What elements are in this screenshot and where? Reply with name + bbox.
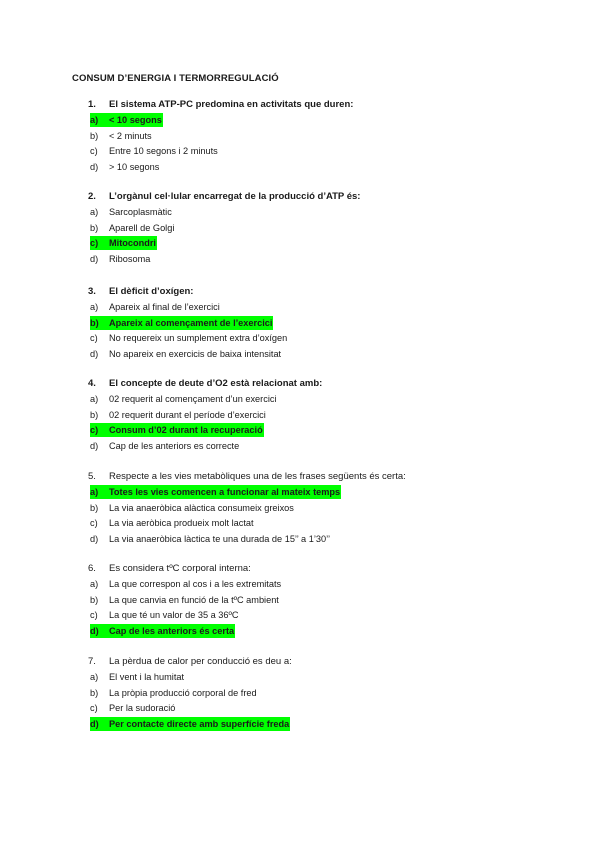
option-text: Per contacte directe amb superfície freda bbox=[109, 718, 290, 729]
question-6 bbox=[88, 563, 251, 574]
question-text: El concepte de deute d’O2 està relacionat amb: bbox=[109, 378, 323, 389]
answer-option bbox=[90, 686, 257, 700]
answer-option bbox=[90, 593, 279, 607]
option-letter: c) bbox=[90, 518, 98, 529]
answer-option bbox=[90, 129, 152, 143]
question-text: Respecte a les vies metabòliques una de les frases següents és certa: bbox=[109, 471, 406, 482]
correct-answer-option bbox=[90, 113, 163, 127]
question-text: El dèficit d’oxígen: bbox=[109, 286, 194, 297]
option-text: No requereix un sumplement extra d’oxígen bbox=[109, 333, 288, 344]
correct-answer-option bbox=[90, 316, 273, 330]
option-text: Apareix al final de l’exercici bbox=[109, 302, 220, 312]
option-letter: a) bbox=[90, 302, 99, 312]
option-text: La que correspon al cos i a les extremitats bbox=[109, 579, 282, 589]
option-text: Entre 10 segons i 2 minuts bbox=[109, 146, 218, 157]
option-text: La que té un valor de 35 a 36ºC bbox=[109, 610, 239, 621]
option-letter: d) bbox=[90, 718, 99, 729]
question-text: L’orgànul cel·lular encarregat de la producció d’ATP és: bbox=[109, 191, 361, 202]
option-letter: d) bbox=[90, 625, 99, 636]
option-letter: b) bbox=[90, 317, 99, 328]
option-letter: a) bbox=[90, 672, 99, 682]
answer-option bbox=[90, 439, 239, 453]
question-2 bbox=[88, 191, 360, 202]
answer-option bbox=[90, 144, 218, 158]
option-text: La pròpia producció corporal de fred bbox=[109, 687, 257, 698]
answer-option bbox=[90, 205, 172, 219]
option-letter: a) bbox=[90, 207, 99, 217]
option-text: < 10 segons bbox=[109, 115, 162, 125]
option-text: La via aeròbica produeix molt lactat bbox=[109, 518, 254, 529]
option-text: La via anaeròbica làctica te una durada de 15’’ a 1’30’’ bbox=[109, 533, 331, 544]
option-text: < 2 minuts bbox=[109, 130, 152, 141]
answer-option bbox=[90, 516, 254, 530]
option-letter: b) bbox=[90, 502, 99, 513]
correct-answer-option bbox=[90, 717, 290, 731]
question-3 bbox=[88, 286, 193, 297]
option-letter: d) bbox=[90, 440, 99, 451]
question-number: 5. bbox=[88, 471, 96, 482]
option-letter: b) bbox=[90, 687, 99, 698]
option-text: No apareix en exercicis de baixa intensitat bbox=[109, 348, 282, 359]
answer-option bbox=[90, 670, 184, 684]
correct-answer-option bbox=[90, 236, 157, 250]
answer-option bbox=[90, 300, 220, 314]
question-text: Es considera tºC corporal interna: bbox=[109, 563, 251, 574]
option-text: 02 requerit durant el període d’exercici bbox=[109, 409, 266, 420]
question-5 bbox=[88, 471, 406, 482]
question-text: La pèrdua de calor per conducció es deu a: bbox=[109, 656, 292, 667]
answer-option bbox=[90, 701, 175, 715]
option-letter: b) bbox=[90, 409, 99, 420]
answer-option bbox=[90, 160, 159, 174]
option-letter: d) bbox=[90, 533, 99, 544]
answer-option bbox=[90, 532, 330, 546]
option-letter: b) bbox=[90, 130, 99, 141]
answer-option bbox=[90, 408, 266, 422]
option-text: La que canvia en funció de la tºC ambient bbox=[109, 594, 279, 605]
option-letter: d) bbox=[90, 348, 99, 359]
answer-option bbox=[90, 501, 294, 515]
option-letter: b) bbox=[90, 222, 99, 233]
option-text: Mitocondri bbox=[109, 238, 156, 249]
option-text: > 10 segons bbox=[109, 161, 160, 172]
option-text: Per la sudoració bbox=[109, 703, 176, 714]
question-4 bbox=[88, 378, 322, 389]
option-letter: a) bbox=[90, 579, 99, 589]
option-letter: a) bbox=[90, 394, 99, 404]
answer-option bbox=[90, 392, 277, 406]
answer-option bbox=[90, 577, 281, 591]
question-number: 3. bbox=[88, 286, 96, 297]
option-text: La via anaeròbica alàctica consumeix greixos bbox=[109, 502, 294, 513]
question-number: 1. bbox=[88, 99, 96, 110]
option-text: Cap de les anteriors es correcte bbox=[109, 440, 240, 451]
option-text: Consum d’02 durant la recuperació bbox=[109, 425, 263, 436]
option-letter: d) bbox=[90, 161, 99, 172]
option-letter: c) bbox=[90, 425, 99, 436]
option-text: Totes les vies comencen a funcionar al mateix temps bbox=[109, 487, 341, 497]
answer-option bbox=[90, 608, 239, 622]
question-text: El sistema ATP-PC predomina en activitats que duren: bbox=[109, 99, 354, 110]
option-letter: c) bbox=[90, 238, 99, 249]
option-letter: c) bbox=[90, 703, 98, 714]
correct-answer-option bbox=[90, 485, 341, 499]
correct-answer-option bbox=[90, 423, 264, 437]
option-text: Sarcoplasmàtic bbox=[109, 207, 172, 217]
option-letter: c) bbox=[90, 146, 98, 157]
answer-option bbox=[90, 221, 174, 235]
question-number: 2. bbox=[88, 191, 96, 202]
answer-option bbox=[90, 331, 287, 345]
option-letter: a) bbox=[90, 115, 99, 125]
option-text: Apareix al començament de l’exercici bbox=[109, 317, 273, 328]
question-number: 6. bbox=[88, 563, 96, 574]
question-number: 4. bbox=[88, 378, 96, 389]
option-letter: c) bbox=[90, 333, 98, 344]
option-letter: c) bbox=[90, 610, 98, 621]
option-letter: d) bbox=[90, 253, 99, 264]
answer-option bbox=[90, 252, 150, 266]
correct-answer-option bbox=[90, 624, 235, 638]
option-text: Ribosoma bbox=[109, 253, 151, 264]
document-title: CONSUM D’ENERGIA I TERMORREGULACIÓ bbox=[72, 73, 279, 84]
option-text: El vent i la humitat bbox=[109, 672, 185, 682]
question-number: 7. bbox=[88, 656, 96, 667]
option-letter: b) bbox=[90, 594, 99, 605]
option-text: Aparell de Golgi bbox=[109, 222, 175, 233]
answer-option bbox=[90, 347, 281, 361]
question-1 bbox=[88, 99, 353, 110]
question-7 bbox=[88, 656, 292, 667]
option-text: 02 requerit al començament d’un exercici bbox=[109, 394, 277, 404]
option-text: Cap de les anteriors és certa bbox=[109, 625, 235, 636]
option-letter: a) bbox=[90, 487, 99, 497]
